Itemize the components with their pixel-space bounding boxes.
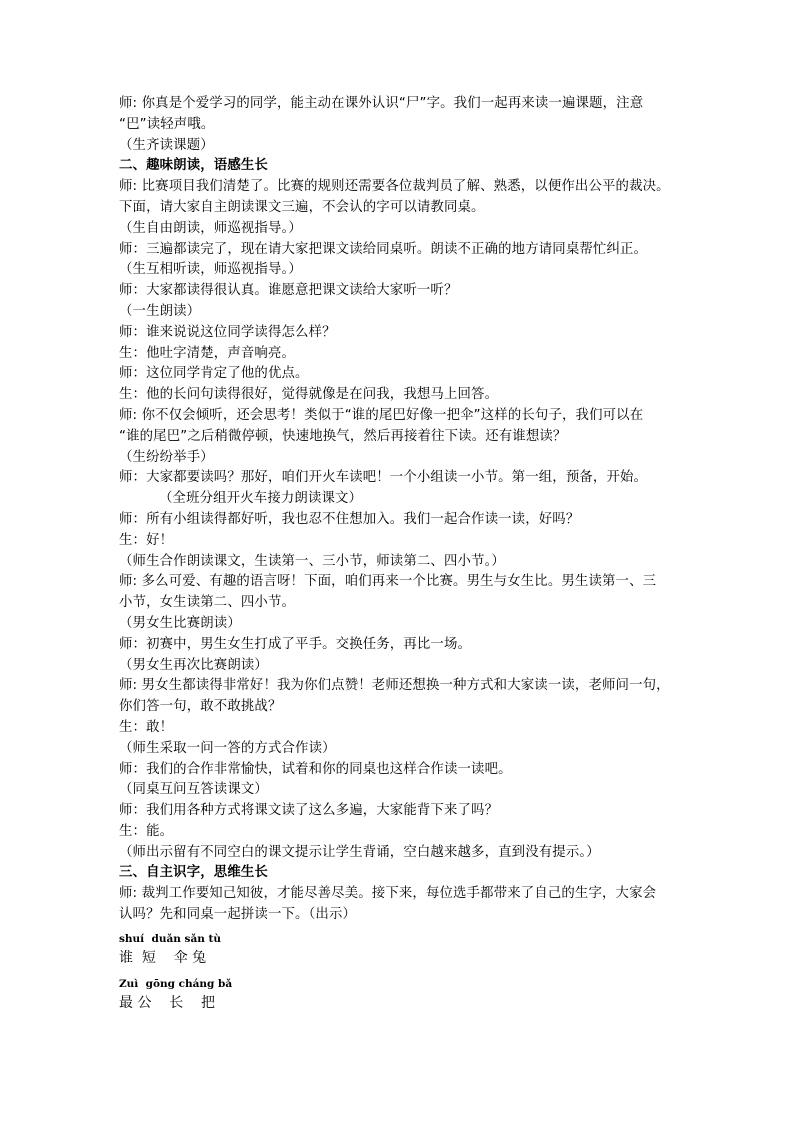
text-line: 师: 你不仅会倾听，还会思考！类似于“谁的尾巴好像一把伞”这样的长句子，我们可以在 xyxy=(119,407,644,423)
text-line: 你们答一句，敢不敢挑战？ xyxy=(119,699,282,715)
text-line: 师: 裁判工作要知己知彼，才能尽善尽美。接下来，每位选手都带来了自己的生字，大家会 xyxy=(119,886,657,902)
text-line: 小节，女生读第二、四小节。 xyxy=(119,595,296,611)
text-line: 师: 比赛项目我们清楚了。比赛的规则还需要各位裁判员了解、熟悉，以便作出公平的裁决。 xyxy=(119,179,670,195)
text-line: 师: 多么可爱、有趣的语言呀！下面，咱们再来一个比赛。男生与女生比。男生读第一、三 xyxy=(119,574,657,590)
text-line: （师生采取一问一答的方式合作读） xyxy=(119,740,336,756)
text-line: 师：初赛中，男生女生打成了平手。交换任务，再比一场。 xyxy=(119,636,472,652)
text-line: （同桌互问互答读课文） xyxy=(119,782,268,798)
text-line: （生互相听读，师巡视指导。） xyxy=(119,262,302,278)
text-line: （男女生再次比赛朗读） xyxy=(119,657,268,673)
text-line: （男女生比赛朗读） xyxy=(119,615,241,631)
text-line: 师：大家都读得很认真。谁愿意把课文读给大家听一听？ xyxy=(119,283,458,299)
section-heading: 二、趣味朗读，语感生长 xyxy=(119,158,268,174)
text-line: “巴”读轻声哦。 xyxy=(119,116,215,132)
text-line: （师生合作朗读课文，生读第一、三小节，师读第二、四小节。） xyxy=(119,553,505,569)
text-line: （生纷纷举手） xyxy=(119,449,214,465)
text-line: “谁的尾巴”之后稍微停顿，快速地换气，然后再接着往下读。还有谁想读？ xyxy=(119,428,567,444)
text-line: 师：我们用各种方式将课文读了这么多遍，大家能背下来了吗？ xyxy=(119,803,499,819)
text-line: 生：他的长问句读得很好，觉得就像是在问我，我想马上回答。 xyxy=(119,387,499,403)
text-line: 师：这位同学肯定了他的优点。 xyxy=(119,366,309,382)
text-line: 师：我们的合作非常愉快，试着和你的同桌也这样合作读一读吧。 xyxy=(119,761,512,777)
text-line: 师: 你真是个爱学习的同学，能主动在课外认识“尸”字。我们一起再来读一遍课题，注意 xyxy=(119,96,644,111)
pinyin-row: Zuì gōng cháng bǎ xyxy=(119,977,233,990)
text-line: 生：他吐字清楚，声音响亮。 xyxy=(119,345,296,361)
character-row: 谁 短 伞 兔 xyxy=(119,949,207,966)
text-line: 生：好！ xyxy=(119,532,174,548)
character-row: 最 公 长 把 xyxy=(119,994,216,1011)
text-line: （生自由朗读，师巡视指导。） xyxy=(119,220,302,236)
text-line: 师: 男女生都读得非常好！我为你们点赞！老师还想换一种方式和大家读一读，老师问一句， xyxy=(119,678,670,694)
document-page xyxy=(119,94,679,1016)
text-line: （一生朗读） xyxy=(119,303,201,319)
text-line: 下面，请大家自主朗读课文三遍，不会认的字可以请教同桌。 xyxy=(119,199,485,215)
text-line: （师出示留有不同空白的课文提示让学生背诵，空白越来越多，直到没有提示。） xyxy=(119,844,600,860)
text-line: 认吗？先和同桌一起拼读一下。（出示） xyxy=(119,907,357,923)
section-heading: 三、自主识字，思维生长 xyxy=(119,865,268,881)
text-line: （全班分组开火车接力朗读课文） xyxy=(159,491,363,507)
text-line: 生：能。 xyxy=(119,823,174,839)
text-line: 师：所有小组读得都好听，我也忍不住想加入。我们一起合作读一读，好吗？ xyxy=(119,511,580,527)
text-line: 师：谁来说说这位同学读得怎么样？ xyxy=(119,324,336,340)
text-line: （生齐读课题） xyxy=(119,137,214,153)
text-line: 生：敢！ xyxy=(119,719,174,735)
pinyin-row: shuí duǎn sǎn tù xyxy=(119,932,222,945)
text-line: 师：大家都要读吗？那好，咱们开火车读吧！一个小组读一小节。第一组，预备，开始。 xyxy=(119,470,648,486)
text-line: 师：三遍都读完了，现在请大家把课文读给同桌听。朗读不正确的地方请同桌帮忙纠正。 xyxy=(119,241,648,257)
